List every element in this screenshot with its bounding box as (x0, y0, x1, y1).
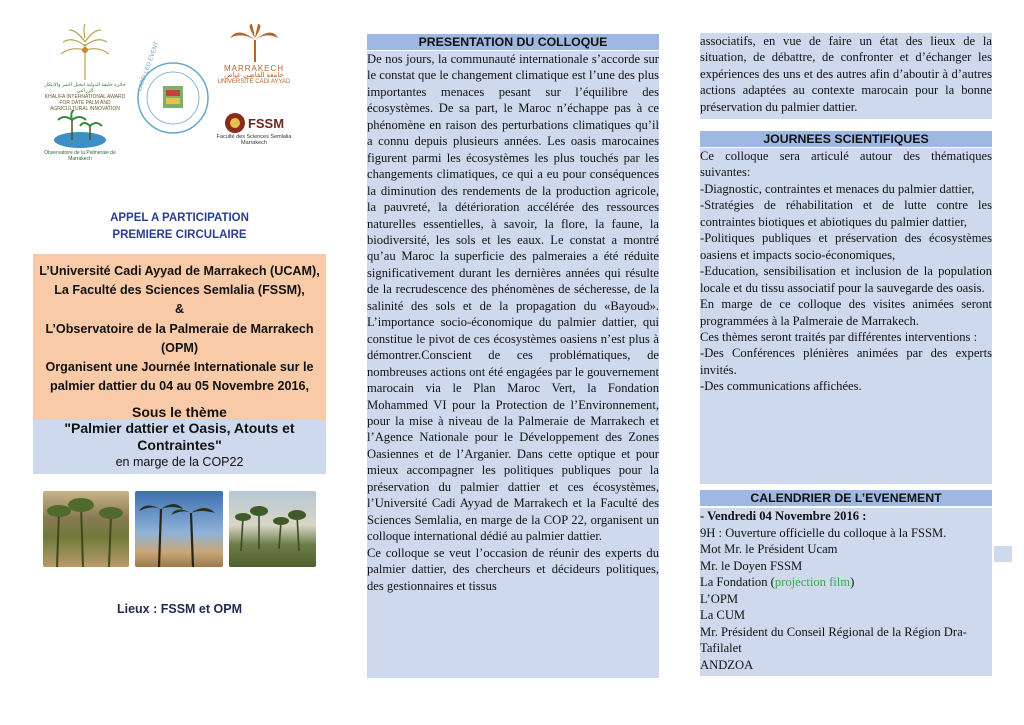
org-line: L’Université Cadi Ayyad de Marrakech (UCAM), (39, 264, 320, 278)
org-line: palmier dattier du 04 au 05 Novembre 2016, (50, 379, 309, 394)
projection-film-label: projection film (774, 575, 851, 589)
palm-leaf-icon (55, 24, 115, 82)
appel-heading (33, 210, 326, 244)
calendar-item-fondation (700, 574, 992, 591)
fondation-close: ) (850, 575, 855, 589)
journees-line: -Politiques publiques et préservation des écosystèmes oasiens et impacts socio-économiques, (700, 231, 992, 262)
palm-institute-logo (40, 24, 130, 112)
theme-subtitle: en marge de la COP22 (115, 455, 244, 469)
fssm-caption: Faculté des Sciences Semlalia Marrakech (216, 134, 292, 146)
palm-grove-photo (43, 491, 129, 567)
journees-line: -Stratégies de réhabilitation et de lutte contre les contraintes biotiques et abiotiques du palmier dattier, (700, 198, 992, 229)
journees-heading: JOURNEES SCIENTIFIQUES (700, 131, 992, 147)
labelled-event-stamp (135, 41, 211, 136)
uca-latin: UNIVERSITÉ CADI AYYAD (217, 79, 291, 85)
palm-institute-arabic: جائزة خليفة الدولية لنخيل التمر والابتكار الزراعي (44, 82, 126, 94)
org-line: (OPM) (160, 340, 199, 355)
fssm-title: FSSM (247, 115, 285, 131)
marrakech-title: MARRAKECH (223, 64, 285, 73)
theme-title-line-2: Contraintes" (137, 437, 222, 453)
calendrier-heading: CALENDRIER DE L’EVENEMENT (700, 490, 992, 506)
org-line: Organisent une Journée Internationale sur le (45, 360, 314, 375)
palmeraie-caption: Observatoire de la Palmeraie de Marrakech (44, 150, 116, 162)
calendar-item: ANDZOA (700, 657, 754, 672)
journees-line: -Diagnostic, contraintes et menaces du palmier dattier, (700, 181, 975, 196)
calendar-item: Mr. Président du Conseil Régional de la Région Dra-Tafilalet (700, 624, 967, 655)
journees-line: -Des communications affichées. (700, 379, 862, 394)
presentation-paragraph-1: De nos jours, la communauté internationale s’accorde sur le constat que le changement climatique est l’une des plus importantes menaces pesant sur l’équilibre des écosystèmes. De sa part, le Maroc n’échappe pas à ce phénomène en raison des perturbations climatiques qu’il a connu depuis plusieurs années. Les oasis marocaines figurent parmi les écosystèmes les plus touchés par les changements climatiques, ce qui a eu pour conséquences la diminution des rendements de la production agricole, la pauvreté, la détérioration accélérée des ressources naturelles essentielles, à savoir, la flore, la faune, la biodiversité, les sols et les eaux. Le constat a montré qu’au Maroc la superficie des palmeraies a été réduite significativement durant les dernières années qui résulte de la recrudescence des phénomènes de sécheresse, de la salinité des sols et de la propagation du «Bayoud». L’importance socio-économique du palmier dattier, qui constitue le pivot de ces écosystèmes oasiens n’est plus à démontrer.Conscient de ces problématiques, de nombreuses actions ont été engagées par le gouvernement marocain via le Plan Maroc Vert, la Fondation Mohammed VI pour la Protection de l’Environnement, pour la mise à niveau de la Palmeraie de Marrakech et l’Agence Nationale pour le Développement des Zones Oasiennes et de l’Arganier. Dans cette optique et pour mieux accompagner les politiques publiques pour la préservation du palmier dattier et ces écosystèmes, l’Université Cadi Ayyad de Marrakech et la Faculté des Sciences Semlalia, en marge de la COP 22, organisent un colloque international dédié au palmier dattier. (367, 52, 660, 544)
sous-theme-label: Sous le thème (132, 404, 227, 421)
appel-line-1: APPEL A PARTICIPATION (110, 212, 249, 224)
right-intro-paragraph: associatifs, en vue de faire un état des lieux de la situation, de débattre, de confronter et d’échanger les expériences des uns et des autres afin d’aboutir à d’autres actions adaptées au contexte marocain pour la bonne préservation du palmier dattier. (700, 34, 992, 114)
labelled-event-text: LABELLED EVENT (137, 41, 161, 93)
palm-institute-latin: KHALIFA INTERNATIONAL AWARD FOR DATE PALM AND AGRICULTURAL INNOVATION (44, 94, 126, 112)
org-line: L’Observatoire de la Palmeraie de Marrakech (45, 321, 314, 336)
presentation-heading: PRESENTATION DU COLLOQUE (367, 34, 659, 50)
theme-box (33, 420, 326, 474)
calendar-item: La CUM (700, 608, 746, 622)
oasis-icon (52, 110, 108, 150)
fondation-label: La Fondation ( (700, 575, 775, 589)
venue-label: Lieux : FSSM et OPM (116, 602, 242, 616)
org-line: La Faculté des Sciences Semlalia (FSSM), (54, 283, 305, 298)
oasis-sky-photo (135, 491, 223, 567)
fssm-logo (214, 112, 294, 146)
calendar-item: 9H : Ouverture officielle du colloque à la FSSM. (700, 525, 947, 540)
presentation-text (367, 51, 659, 678)
calendar-item: Mot Mr. le Président Ucam (700, 542, 838, 556)
organizers-box (33, 254, 326, 420)
palm-crown-icon (228, 24, 280, 64)
marrakech-uca-logo (214, 24, 294, 85)
presentation-paragraph-2: Ce colloque se veut l’occasion de réunir des experts du palmier dattier, des chercheurs et décideurs politiques, des gestionnaires et tissus (367, 545, 659, 593)
right-intro-text (700, 33, 992, 119)
calendar-marker (994, 546, 1012, 562)
palmeraie-observatory-logo (40, 110, 120, 162)
org-line: & (174, 302, 185, 317)
journees-line: -Des Conférences plénières animées par des experts invités. (700, 346, 992, 377)
fssm-emblem-icon (224, 112, 246, 134)
journees-line: -Education, sensibilisation et inclusion de la population locale et du tissu associatif pour la sauvegarde des oasis. (700, 264, 992, 295)
calendar-day: - Vendredi 04 Novembre 2016 : (700, 509, 867, 523)
theme-title-line-1: "Palmier dattier et Oasis, Atouts et (64, 420, 295, 436)
calendar-item: Mr. le Doyen FSSM (700, 558, 803, 573)
uca-arabic: جامعة القاضي عياض (224, 72, 284, 79)
calendar-item: L’OPM (700, 591, 739, 606)
journees-line: Ces thèmes seront traités par différentes interventions : (700, 329, 978, 344)
calendrier-block (700, 508, 992, 676)
journees-line: En marge de ce colloque des visites animées seront programmées à la Palmeraie de Marrakech. (700, 297, 992, 328)
journees-line: Ce colloque sera articulé autour des thématiques suivantes: (700, 149, 992, 180)
journees-text (700, 148, 992, 484)
appel-line-2: PREMIERE CIRCULAIRE (112, 229, 247, 241)
palmeraie-photo (229, 491, 316, 567)
